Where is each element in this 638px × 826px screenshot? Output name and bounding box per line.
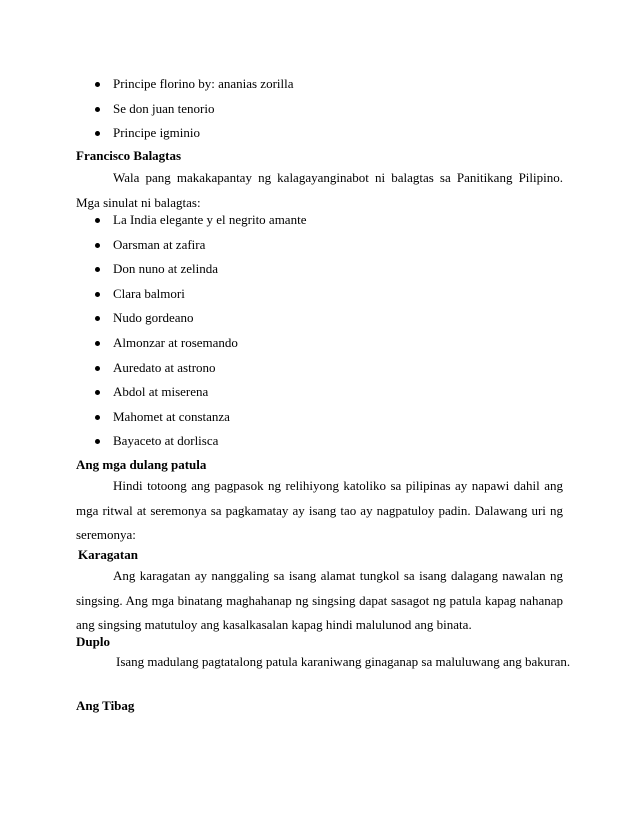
bullet-icon: [95, 439, 100, 444]
paragraph-balagtas: Wala pang makakapantay ng kalagayanginabot ni balagtas sa Panitikang Pilipino. Mga sinulat ni balagtas:: [76, 170, 563, 210]
section-heading-dulang-patula: Ang mga dulang patula: [76, 457, 207, 472]
bullet-icon: [95, 390, 100, 395]
paragraph-duplo: Isang madulang pagtatalong patula karaniwang ginaganap sa maluluwang ang bakuran.: [116, 654, 571, 669]
bullet-icon: [95, 366, 100, 371]
bullet-icon: [95, 267, 100, 272]
bullet-icon: [95, 107, 100, 112]
section-heading-duplo: Duplo: [76, 634, 110, 649]
section-heading-karagatan: Karagatan: [78, 547, 138, 562]
bullet-icon: [95, 316, 100, 321]
bullet-icon: [95, 131, 100, 136]
bullet-icon: [95, 415, 100, 420]
bullet-icon: [95, 243, 100, 248]
bullet-icon: [95, 82, 100, 87]
paragraph-karagatan: Ang karagatan ay nanggaling sa isang alamat tungkol sa isang dalagang nawalan ng singsing. Ang mga binatang maghahanap ng singsing dapat sasagot ng patula kapag nahanap ang singsing matutuloy ang kasalkasalan kapag hindi malulunod ang binata.: [76, 568, 563, 632]
bullet-icon: [95, 218, 100, 223]
document-page: Principe florino by: ananias zorilla Se don juan tenorio Principe igminio Francisco Balagtas Wala pang makakapantay ng kalagayanginabot ni balagtas sa Panitikang Pilipino. Mga sinulat ni balagtas: La India elegante y el negrito amante Oarsman at zafira Don nuno at zelinda Clara balmori Nudo gordeano Almonzar at rosemando Auredato at astrono Abdol at miserena Mahomet at constanza Bayaceto at dorlisca Ang mga dulang patula Hindi totoong ang pagpasok ng relihiyong katoliko sa pilipinas ay napawi dahil ang mga ritwal at seremonya sa pagkamatay ay isang tao ay nagpatuloy padin. Dalawang uri ng seremonya: Karagatan Ang karagatan ay nanggaling sa isang alamat tungkol sa isang dalagang nawalan ng singsing. Ang mga binatang maghahanap ng singsing dapat sasagot ng patula kapag nahanap ang singsing matutuloy ang kasalkasalan kapag hindi malulunod ang binata. Duplo Isang madulang pagtatalong patula karaniwang ginaganap sa maluluwang ang bakuran. Ang Tibag: [0, 0, 638, 826]
bullet-icon: [95, 292, 100, 297]
section-heading-ang-tibag: Ang Tibag: [76, 698, 135, 713]
bullet-icon: [95, 341, 100, 346]
section-heading-francisco-balagtas: Francisco Balagtas: [76, 148, 182, 163]
paragraph-dulang-patula: Hindi totoong ang pagpasok ng relihiyong katoliko sa pilipinas ay napawi dahil ang mga ritwal at seremonya sa pagkamatay ay isang tao ay nagpatuloy padin. Dalawang uri ng seremonya:: [76, 478, 563, 542]
